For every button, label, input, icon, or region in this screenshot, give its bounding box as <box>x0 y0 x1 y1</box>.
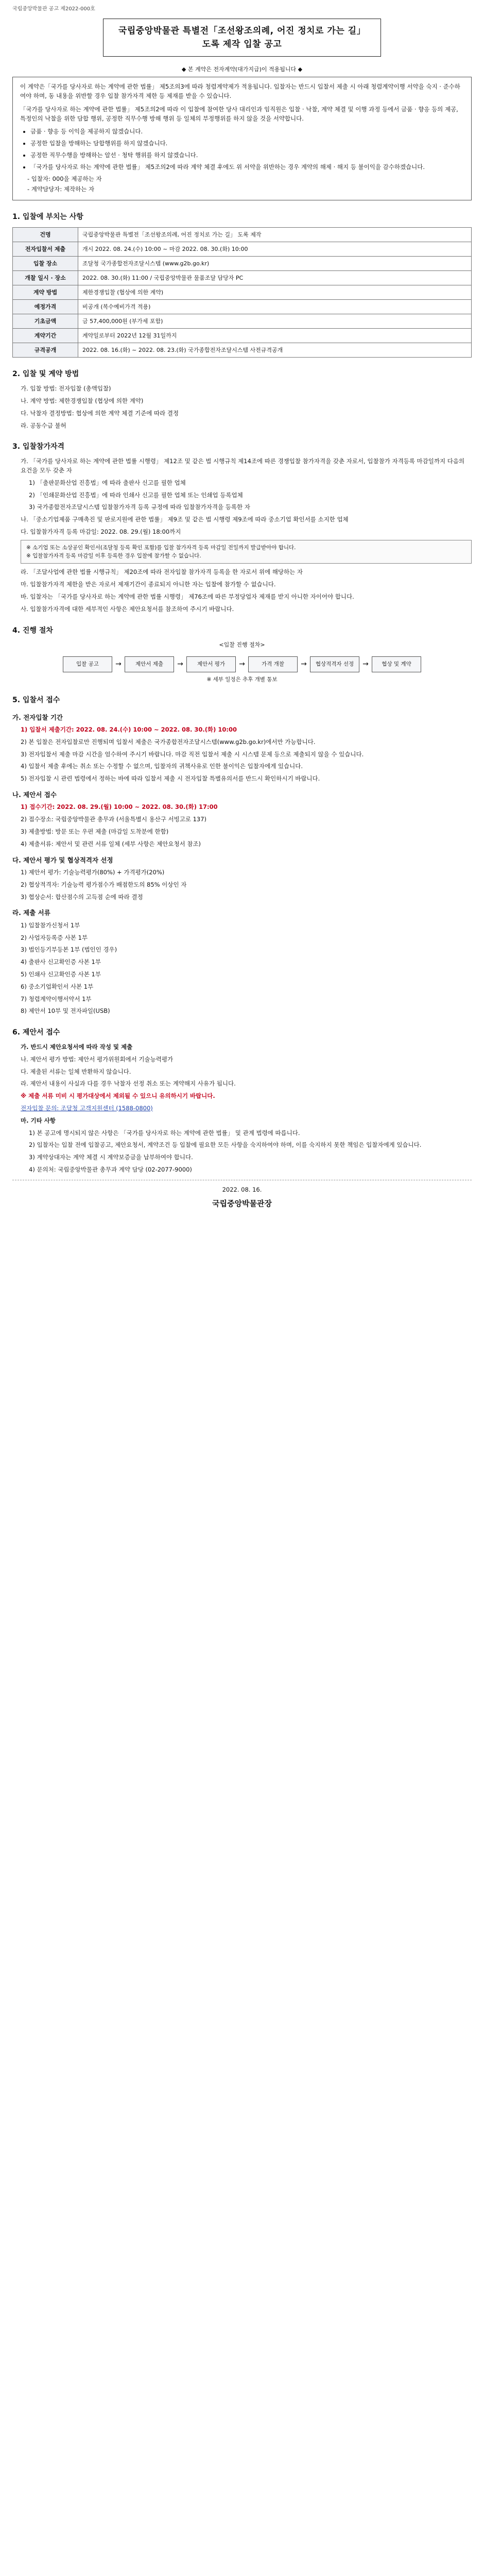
list-item: 바. 입찰자는 「국가를 당사자로 하는 계약에 관한 법률 시행령」 제76조에 따른 부정당업자 제재를 받지 아니한 자이어야 합니다. <box>21 592 354 600</box>
list-item: 6) 중소기업확인서 사본 1부 <box>21 982 94 990</box>
intro-bullet: • 금품 · 향응 등 이익을 제공하지 않겠습니다. <box>30 127 464 137</box>
list-item: 3) 협상순서: 합산점수의 고득점 순에 따라 결정 <box>21 893 143 901</box>
flow-step: 제안서 제출 <box>125 656 174 672</box>
table-row: 계약 방법 제한경쟁입찰 (협상에 의한 계약) <box>13 285 472 300</box>
list-item: 가. 입찰 방법: 전자입찰 (총액입찰) <box>21 385 111 393</box>
section-1-title: 1. 입찰에 부치는 사항 <box>12 213 83 222</box>
intro-box <box>12 77 472 200</box>
intro-sub: - 계약담당자: 제작하는 자 <box>27 185 95 193</box>
list-item: 3) 법인등기부등본 1부 (법인인 경우) <box>21 946 117 954</box>
notice-bullet-icon: ◆ <box>181 66 188 73</box>
list-item: 가. 「국가를 당사자로 하는 계약에 관한 법률 시행령」 제12조 및 같은 법 시행규칙 제14조에 따른 경쟁입찰 참가자격을 갖춘 자로서, 입찰참가 자격등록 마감일까지 다음의 요건을 모두 갖춘 자 <box>21 457 465 474</box>
table-row: 개찰 일시 · 장소 2022. 08. 30.(화) 11:00 / 국립중앙박물관 물품조달 담당자 PC <box>13 271 472 285</box>
intro-bullet: • 「국가를 당사자로 하는 계약에 관한 법률」 제5조의2에 따라 계약 체결 후에도 위 서약을 위반하는 경우 계약의 해제 · 해지 등 불이익을 감수하겠습니다. <box>30 163 464 172</box>
list-item: 8) 제안서 10부 및 전자파일(USB) <box>21 1007 110 1015</box>
title-line-1: 국립중앙박물관 특별전「조선왕조의례, 어진 정치로 가는 길」 <box>118 25 366 36</box>
title-line-2: 도록 제작 입찰 공고 <box>202 39 282 49</box>
list-item: 5) 전자입찰 시 관련 법령에서 정하는 바에 따라 입찰서 제출 시 전자입찰 특별유의서를 반드시 확인하시기 바랍니다. <box>21 775 320 783</box>
section-2-title: 2. 입찰 및 계약 방법 <box>12 370 79 379</box>
table-row: 입찰 장소 조달청 국가종합전자조달시스템 (www.g2b.go.kr) <box>13 257 472 271</box>
list-item: 2) 접수장소: 국립중앙박물관 총무과 (서울특별시 용산구 서빙고로 137) <box>21 816 207 823</box>
flow-step: 입찰 공고 <box>63 656 112 672</box>
list-item: 1) 입찰서 제출기간: 2022. 08. 24.(수) 10:00 ~ 2022. 08. 30.(화) 10:00 <box>21 725 237 733</box>
list-item: 3) 전자입찰서 제출 마감 시간을 엄수하여 주시기 바랍니다. 마감 직전 입찰서 제출 시 시스템 문제 등으로 제출되지 않을 수 있습니다. <box>21 750 364 758</box>
list-item: 라. 「조달사업에 관한 법률 시행규칙」 제20조에 따라 전자입찰 참가자격 등록을 한 자로서 위에 해당하는 자 <box>21 568 303 576</box>
list-item: 1) 본 공고에 명시되지 않은 사항은 「국가를 당사자로 하는 계약에 관한 법률」 및 관계 법령에 따릅니다. <box>29 1129 300 1137</box>
process-flow <box>12 656 472 672</box>
list-item: 가. 반드시 제안요청서에 따라 작성 및 제출 <box>21 1043 133 1050</box>
list-item: 5) 인쇄사 신고확인증 사본 1부 <box>21 971 101 978</box>
document-id: 국립중앙박물관 공고 제2022-000호 <box>12 6 95 12</box>
section-5-title: 5. 입찰서 접수 <box>12 696 60 704</box>
intro-paragraph-1: 이 계약은「국가를 당사자로 하는 계약에 관한 법률」 제5조의3에 따라 청렴계약제가 적용됩니다. 입찰자는 반드시 입찰서 제출 시 아래 청렴계약이행 서약을 숙지 · 준수하여야 하며, 동 내용을 위반할 경우 입찰 참가자격 제한 등 제재를 받을 수 있습니다. <box>20 83 460 100</box>
section-3-title: 3. 입찰참가자격 <box>12 443 65 451</box>
intro-bullet: • 공정한 입찰을 방해하는 담합행위를 하지 않겠습니다. <box>30 139 464 148</box>
list-item: 다. 입찰참가자격 등록 마감일: 2022. 08. 29.(월) 18:00까지 <box>21 528 181 535</box>
notice-header: ◆ 본 계약은 전자계약(대가지급)이 적용됩니다 ◆ <box>181 66 303 73</box>
list-item: 라. 제안서 내용이 사실과 다를 경우 낙찰자 선정 취소 또는 계약해지 사유가 됩니다. <box>21 1080 236 1088</box>
warning-text: ※ 제출 서류 미비 시 평가대상에서 제외될 수 있으니 유의하시기 바랍니다. <box>21 1092 215 1100</box>
list-item: 다. 제출된 서류는 일체 반환하지 않습니다. <box>21 1067 131 1075</box>
list-item: 4) 입찰서 제출 후에는 취소 또는 수정할 수 없으며, 입찰자의 귀책사유로 인한 불이익은 입찰자에게 있습니다. <box>21 762 303 770</box>
footer-org: 국립중앙박물관장 <box>212 1198 272 1208</box>
list-item: 2) 본 입찰은 전자입찰로만 진행되며 입찰서 제출은 국가종합전자조달시스템(www.g2b.go.kr)에서만 가능합니다. <box>21 738 316 745</box>
flow-heading: <입찰 진행 절차> <box>219 641 265 649</box>
arrow-right-icon: → <box>301 659 307 668</box>
list-item: 라. 공동수급 불허 <box>21 421 66 429</box>
table-row: 예정가격 비공개 (복수예비가격 적용) <box>13 300 472 314</box>
footer-date: 2022. 08. 16. <box>222 1185 262 1193</box>
arrow-right-icon: → <box>239 659 245 668</box>
list-item: 7) 청렴계약이행서약서 1부 <box>21 995 92 1003</box>
list-item: 나. 제안서 평가 방법: 제안서 평가위원회에서 기술능력평가 <box>21 1055 174 1063</box>
section-6-title: 6. 제안서 접수 <box>12 1028 60 1037</box>
intro-bullets <box>20 127 464 172</box>
list-item: 4) 문의처: 국립중앙박물관 총무과 계약 담당 (02-2077-9000) <box>29 1166 192 1174</box>
arrow-right-icon: → <box>362 659 369 668</box>
list-item: 3) 계약상대자는 계약 체결 시 계약보증금을 납부하여야 합니다. <box>29 1154 193 1161</box>
intro-bullet: • 공정한 직무수행을 방해하는 알선 · 청탁 행위를 하지 않겠습니다. <box>30 151 464 160</box>
section-4-title: 4. 진행 절차 <box>12 626 53 635</box>
flow-step: 협상적격자 선정 <box>310 656 359 672</box>
flow-caption: ※ 세부 일정은 추후 개별 통보 <box>206 676 278 683</box>
contact-link[interactable]: 전자입찰 문의: 조달청 고객지원센터 (1588-0800) <box>21 1105 153 1112</box>
arrow-right-icon: → <box>115 659 122 668</box>
list-item: 나. 「중소기업제품 구매촉진 및 판로지원에 관한 법률」 제9조 및 같은 법 시행령 제9조에 따라 중소기업 확인서를 소지한 업체 <box>21 516 349 523</box>
list-item: 1) 「출판문화산업 진흥법」에 따라 출판사 신고를 필한 업체 <box>29 479 186 486</box>
table-row: 건명 국립중앙박물관 특별전「조선왕조의례, 어진 정치로 가는 길」 도록 제작 <box>13 228 472 242</box>
arrow-right-icon: → <box>177 659 183 668</box>
list-item: 2) 사업자등록증 사본 1부 <box>21 934 88 941</box>
list-item: 3) 국가종합전자조달시스템 입찰참가자격 등록 규정에 따라 입찰참가자격을 등록한 자 <box>29 503 250 511</box>
list-item: 2) 협상적격자: 기술능력 평가점수가 배점한도의 85% 이상인 자 <box>21 880 187 888</box>
flow-step: 협상 및 계약 <box>372 656 421 672</box>
list-item: 2) 입찰자는 입찰 전에 입찰공고, 제안요청서, 계약조건 등 입찰에 필요한 모든 사항을 숙지하여야 하며, 이를 숙지하지 못한 책임은 입찰자에게 있습니다. <box>29 1141 422 1149</box>
list-item: 사. 입찰참가자격에 대한 세부적인 사항은 제안요청서를 참조하여 주시기 바랍니다. <box>21 605 234 613</box>
list-item: 1) 제안서 평가: 기술능력평가(80%) + 가격평가(20%) <box>21 868 165 876</box>
note-line: ※ 입찰참가자격 등록 마감일 이후 등록한 경우 입찰에 참가할 수 없습니다. <box>26 553 201 560</box>
subsection-title: 라. 제출 서류 <box>12 909 50 917</box>
subsection-title: 가. 전자입찰 기간 <box>12 713 63 721</box>
list-item: 마. 입찰참가자격 제한을 받은 자로서 제재기간이 종료되지 아니한 자는 입찰에 참가할 수 없습니다. <box>21 581 276 588</box>
list-item: 나. 계약 방법: 제한경쟁입찰 (협상에 의한 계약) <box>21 397 144 404</box>
list-item: 마. 기타 사항 <box>21 1116 56 1124</box>
subsection-title: 다. 제안서 평가 및 협상적격자 선정 <box>12 856 113 864</box>
bid-info-table <box>12 227 472 358</box>
table-row: 규격공개 2022. 08. 16.(화) ~ 2022. 08. 23.(화) 국가종합전자조달시스템 사전규격공개 <box>13 343 472 358</box>
intro-paragraph-2: 「국가를 당사자로 하는 계약에 관한 법률」 제5조의2에 따라 이 입찰에 참여한 당사 대리인과 임직원은 입찰 · 낙찰, 계약 체결 및 이행 과정 등에서 금품 · 향응 등의 제공, 특정인의 낙찰을 위한 담합 행위, 공정한 직무수행 방해 행위 등 일체의 부정행위를 하지 않을 것을 서약합니다. <box>20 105 458 122</box>
list-item: 4) 출판사 신고확인증 사본 1부 <box>21 958 101 966</box>
list-item: 1) 입찰참가신청서 1부 <box>21 921 80 929</box>
list-item: 4) 제출서류: 제안서 및 관련 서류 일체 (세부 사항은 제안요청서 참조) <box>21 840 201 848</box>
list-item: 다. 낙찰자 결정방법: 협상에 의한 계약 체결 기준에 따라 결정 <box>21 409 179 417</box>
flow-step: 가격 개찰 <box>248 656 298 672</box>
list-item: 2) 「인쇄문화산업 진흥법」에 따라 인쇄사 신고를 필한 업체 또는 인쇄업 등록업체 <box>29 491 243 499</box>
flow-step: 제안서 평가 <box>186 656 236 672</box>
subsection-title: 나. 제안서 접수 <box>12 790 57 799</box>
intro-sub: - 입찰자: 000을 제공하는 자 <box>27 175 102 182</box>
table-row: 계약기간 계약일로부터 2022년 12월 31일까지 <box>13 329 472 343</box>
note-box <box>21 540 472 564</box>
title-box <box>103 19 381 57</box>
list-item: 3) 제출방법: 방문 또는 우편 제출 (마감일 도착분에 한함) <box>21 827 169 835</box>
table-row: 전자입찰서 제출 개시 2022. 08. 24.(수) 10:00 ~ 마감 2022. 08. 30.(화) 10:00 <box>13 242 472 257</box>
table-row: 기초금액 금 57,400,000원 (부가세 포함) <box>13 314 472 329</box>
note-line: ※ 소기업 또는 소상공인 확인서(조달청 등록 확인 포함)를 입찰 참가자격 등록 마감일 전일까지 발급받아야 합니다. <box>26 544 296 551</box>
list-item: 1) 접수기간: 2022. 08. 29.(월) 10:00 ~ 2022. 08. 30.(화) 17:00 <box>21 803 218 811</box>
